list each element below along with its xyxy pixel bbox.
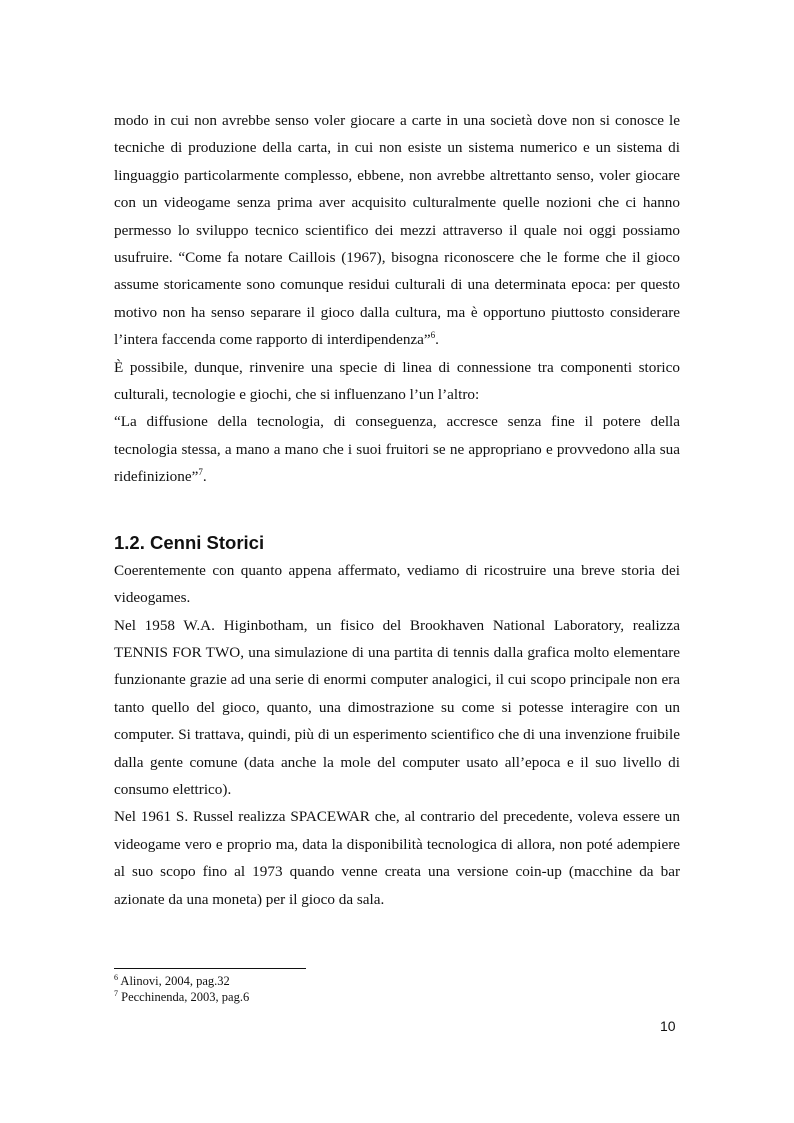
- paragraph: Nel 1958 W.A. Higinbotham, un fisico del Brookhaven National Laboratory, realizza TENNIS FOR TWO, una simulazione di una partita di tennis dalla grafica molto elementare funzionante grazie ad una serie di enormi computer analogici, il cui scopo principale non era tanto quello del gioco, quanto, una dimostrazione su come si potesse interagire con un computer. Si trattava, quindi, più di un esperimento scientifico che di una invenzione fruibile dalla gente comune (data anche la mole del computer usato all’epoca e il suo livello di consumo elettrico).: [114, 616, 680, 798]
- body-text: [114, 107, 680, 913]
- footnote: $^7$ Pecchinenda, 2003, pag.6: [114, 988, 250, 1004]
- footnote-separator: [114, 968, 306, 969]
- paragraph: È possibile, dunque, rinvenire una specie di linea di connessione tra componenti storico culturali, tecnologie e giochi, che si influenzano l’un l’altro:: [114, 358, 680, 404]
- footnote-ref: 7: [198, 467, 203, 478]
- section-heading: 1.2. Cenni Storici: [114, 531, 265, 553]
- footnote-ref: 6: [430, 330, 436, 341]
- paragraph: Nel 1961 S. Russel realizza SPACEWAR che, al contrario del precedente, voleva essere un videogame vero e proprio ma, data la disponibilità tecnologica di allora, non poté adempiere al suo scopo fino al 1973 quando venne creata una versione coin-up (macchine da bar azionate da una moneta) per il gioco da sala.: [114, 808, 680, 908]
- footnote: $^6$ Alinovi, 2004, pag.32: [114, 972, 230, 988]
- paragraph: Coerentemente con quanto appena affermato, vediamo di ricostruire una breve storia dei videogames.: [114, 561, 680, 607]
- footnotes: [114, 974, 249, 1005]
- page-number: 10: [660, 1018, 676, 1034]
- quote-paragraph: “La diffusione della tecnologia, di conseguenza, accresce senza fine il potere della tecnologia stessa, a mano a mano che i suoi fruitori se ne appropriano e provvedono alla sua ridefinizione”$^7$.: [114, 413, 680, 486]
- paragraph: modo in cui non avrebbe senso voler giocare a carte in una società dove non si conosce le tecniche di produzione della carta, in cui non esiste un sistema numerico e un sistema di linguaggio particolarmente complesso, ebbene, non avrebbe altrettanto senso, voler giocare con un videogame senza prima aver acquisito culturalmente quelle nozioni che ci hanno permesso lo sviluppo tecnico scientifico dei mezzi attraverso il quale noi oggi possiamo usufruire. “Come fa notare Caillois (1967), bisogna riconoscere che le forme che il gioco assume storicamente sono comunque residui culturali di una determinata epoca: per questo motivo non ha senso separare il gioco dalla cultura, ma è opportuno piuttosto considerare l’intera faccenda come rapporto di interdipendenza”$^6$.: [114, 112, 680, 349]
